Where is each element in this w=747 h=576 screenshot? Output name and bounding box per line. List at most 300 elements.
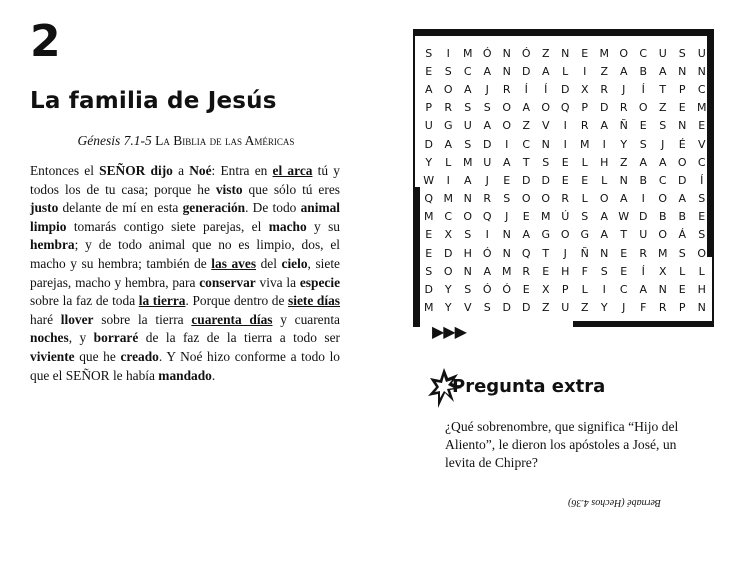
scripture-segment: tomarás contigo siete parejas, el [66, 218, 269, 234]
upside-down-answer: Bernabé (Hechos 4.36) [568, 497, 662, 508]
grid-letter: N [658, 283, 667, 297]
grid-letter: S [425, 46, 433, 60]
grid-letter: J [661, 137, 665, 151]
grid-letter: Ó [502, 283, 512, 297]
keyword: Noé [189, 163, 212, 178]
grid-letter: X [658, 264, 667, 278]
scripture-segment: : Entra en [211, 163, 273, 178]
scripture-segment: que sólo tú eres [242, 181, 340, 197]
grid-letter: R [502, 82, 511, 96]
grid-row [419, 280, 712, 298]
grid-letter: R [619, 101, 628, 115]
grid-letter: U [639, 228, 648, 242]
keyword-underlined: siete días [288, 293, 341, 309]
grid-letter: S [542, 155, 550, 169]
extra-question-text: ¿Qué sobrenombre, que significa “Hijo del Aliento”, le dieron los apóstoles a José, un levita de Chipre? [445, 419, 679, 470]
grid-letter: Y [600, 301, 608, 315]
grid-letter: Ó [521, 46, 531, 60]
scripture-segment: haré [30, 311, 61, 327]
grid-row [419, 226, 712, 244]
keyword: justo [30, 200, 59, 216]
grid-letter: O [677, 155, 687, 169]
grid-letter: S [581, 210, 589, 224]
keyword: animal limpio [30, 200, 341, 234]
grid-letter: E [425, 228, 433, 242]
frame-bottom-bar [573, 321, 714, 327]
grid-letter: R [658, 301, 667, 315]
grid-letter: S [678, 246, 686, 260]
grid-letter: E [698, 210, 706, 224]
grid-letter: I [602, 283, 606, 297]
grid-letter: J [563, 246, 567, 260]
grid-letter: T [542, 246, 550, 260]
grid-letter: I [583, 64, 587, 78]
grid-letter: Z [619, 155, 628, 169]
grid-letter: A [424, 82, 433, 96]
grid-row [419, 171, 712, 189]
grid-letter: O [638, 101, 648, 115]
grid-letter: O [502, 119, 512, 133]
keyword: noches [30, 330, 69, 346]
grid-letter: S [444, 64, 452, 78]
grid-letter: V [541, 119, 550, 133]
grid-row [419, 135, 712, 153]
grid-letter: O [560, 228, 570, 242]
scripture-segment: Entonces el [30, 163, 100, 178]
grid-letter: A [600, 119, 609, 133]
grid-letter: Z [600, 64, 609, 78]
grid-letter: Z [541, 301, 550, 315]
grid-letter: Q [521, 246, 531, 260]
grid-letter: X [444, 228, 453, 242]
grid-letter: E [522, 210, 530, 224]
grid-letter: Ñ [619, 119, 628, 133]
grid-letter: C [658, 173, 667, 187]
arrows-decoration: ▶▶▶ [432, 322, 466, 341]
grid-letter: I [641, 192, 645, 206]
scripture-segment: ; y de todo animal que no es limpio, dos, el macho y su hembra; también de [30, 237, 340, 271]
grid-letter: C [444, 210, 453, 224]
keyword: macho [268, 218, 307, 234]
grid-letter: A [619, 192, 628, 206]
grid-letter: M [424, 210, 434, 224]
grid-letter: H [600, 155, 609, 169]
grid-letter: L [679, 264, 686, 278]
scripture-segment: , siete parejas, macho y hembra, para [30, 255, 340, 290]
grid-letter: C [697, 155, 706, 169]
grid-row [419, 153, 712, 171]
grid-letter: C [697, 82, 706, 96]
grid-letter: E [581, 173, 589, 187]
grid-letter: A [522, 228, 531, 242]
grid-letter: A [502, 155, 511, 169]
keyword: visto [215, 181, 243, 197]
grid-letter: A [541, 64, 550, 78]
grid-letter: J [485, 173, 489, 187]
grid-letter: M [424, 301, 434, 315]
grid-letter: M [463, 46, 473, 60]
grid-letter: J [622, 82, 626, 96]
grid-letter: R [483, 192, 492, 206]
grid-letter: I [602, 137, 606, 151]
grid-letter: G [541, 228, 551, 242]
grid-letter: T [522, 155, 530, 169]
grid-letter: Z [580, 301, 589, 315]
grid-letter: F [640, 301, 647, 315]
scripture-segment: delante de mí en esta [58, 200, 183, 216]
grid-letter: U [697, 46, 706, 60]
grid-letter: D [541, 173, 550, 187]
grid-letter: R [522, 264, 531, 278]
grid-letter: E [425, 246, 433, 260]
grid-letter: Z [522, 119, 531, 133]
grid-letter: C [619, 283, 628, 297]
grid-letter: A [522, 101, 531, 115]
grid-letter: J [485, 82, 489, 96]
grid-letter: V [463, 301, 472, 315]
grid-row [419, 44, 712, 62]
keyword: mandado [158, 367, 212, 383]
grid-letter: N [561, 46, 570, 60]
grid-letter: S [425, 264, 433, 278]
grid-letter: E [620, 246, 628, 260]
grid-letter: L [581, 155, 588, 169]
grid-letter: Í [700, 173, 704, 187]
grid-letter: E [522, 283, 530, 297]
grid-row [419, 299, 712, 317]
grid-letter: D [600, 101, 609, 115]
keyword: cielo [281, 255, 308, 271]
grid-row [419, 99, 712, 117]
grid-letter: L [562, 64, 569, 78]
grid-letter: Ó [482, 246, 492, 260]
scripture-segment: del [256, 255, 282, 271]
grid-letter: R [600, 82, 609, 96]
grid-letter: P [678, 301, 686, 315]
grid-row [419, 190, 712, 208]
keyword: borraré [93, 330, 139, 346]
grid-letter: L [581, 283, 588, 297]
scripture-segment: . Porque dentro de [185, 293, 289, 309]
grid-row [419, 80, 712, 98]
scripture-segment: . De todo [245, 200, 301, 216]
scripture-segment: viva la [255, 274, 300, 290]
grid-row [419, 62, 712, 80]
grid-letter: N [463, 264, 472, 278]
grid-letter: D [678, 173, 687, 187]
grid-letter: Ú [561, 210, 570, 224]
grid-letter: M [443, 192, 453, 206]
grid-letter: A [600, 210, 609, 224]
grid-letter: N [697, 64, 706, 78]
grid-letter: Í [524, 82, 528, 96]
grid-letter: L [581, 192, 588, 206]
grid-letter: H [561, 264, 570, 278]
grid-letter: A [463, 82, 472, 96]
grid-letter: X [541, 283, 550, 297]
grid-letter: N [502, 46, 511, 60]
grid-letter: S [503, 192, 511, 206]
grid-letter: G [580, 228, 590, 242]
grid-letter: D [639, 210, 648, 224]
grid-letter: R [561, 192, 570, 206]
grid-letter: D [522, 64, 531, 78]
grid-letter: U [483, 155, 492, 169]
grid-letter: Í [544, 82, 548, 96]
keyword-underlined: cuarenta días [191, 311, 273, 327]
grid-letter: P [425, 101, 433, 115]
grid-letter: B [639, 64, 648, 78]
grid-letter: L [601, 173, 608, 187]
keyword: SEÑOR [99, 163, 146, 178]
grid-letter: A [678, 192, 687, 206]
keyword-underlined: el arca [272, 163, 313, 178]
keyword: conservar [199, 274, 256, 290]
grid-letter: S [698, 192, 706, 206]
scripture-segment: sobre la faz de toda [30, 293, 139, 309]
grid-letter: D [522, 301, 531, 315]
scripture-segment: de la faz de la tierra a todo ser [138, 330, 340, 346]
grid-letter: T [620, 228, 628, 242]
scripture-segment: . [211, 367, 216, 383]
scripture-reference [30, 133, 342, 149]
grid-letter: S [464, 283, 472, 297]
grid-letter: C [639, 46, 648, 60]
grid-letter: G [443, 119, 453, 133]
grid-letter: N [619, 173, 628, 187]
grid-letter: Í [641, 82, 645, 96]
grid-letter: S [600, 264, 608, 278]
keyword: viviente [30, 348, 75, 364]
grid-letter: S [483, 101, 491, 115]
grid-letter: Á [678, 228, 687, 242]
grid-letter: L [698, 264, 705, 278]
grid-letter: S [678, 46, 686, 60]
grid-letter: A [619, 64, 628, 78]
grid-letter: W [423, 173, 435, 187]
grid-letter: S [464, 137, 472, 151]
scripture-segment: y cuarenta [272, 311, 340, 327]
grid-letter: E [425, 64, 433, 78]
grid-letter: I [505, 137, 509, 151]
grid-letter: E [678, 101, 686, 115]
scripture-segment: sobre la tierra [93, 311, 192, 327]
grid-letter: J [622, 301, 626, 315]
keyword: especie [299, 274, 341, 290]
grid-letter: U [463, 119, 472, 133]
grid-letter: O [697, 246, 707, 260]
grid-letter: I [563, 137, 567, 151]
keyword: hembra [30, 237, 75, 253]
grid-letter: A [658, 155, 667, 169]
grid-letter: L [445, 155, 452, 169]
grid-letter: O [599, 192, 609, 206]
grid-letter: O [658, 228, 668, 242]
grid-letter: W [618, 210, 630, 224]
grid-letter: O [541, 101, 551, 115]
grid-letter: E [542, 264, 550, 278]
grid-letter: Y [444, 283, 452, 297]
grid-letter: D [424, 137, 433, 151]
grid-letter: O [443, 264, 453, 278]
grid-letter: Z [541, 46, 550, 60]
grid-letter: F [581, 264, 588, 278]
grid-letter: M [463, 155, 473, 169]
grid-letter: N [678, 119, 687, 133]
grid-letter: I [446, 173, 450, 187]
grid-letter: M [599, 46, 609, 60]
grid-letter: M [502, 264, 512, 278]
grid-letter: N [678, 64, 687, 78]
keyword: creado [120, 348, 159, 364]
keyword: llover [60, 311, 94, 327]
grid-letter: H [463, 246, 472, 260]
grid-letter: X [580, 82, 589, 96]
grid-letter: A [483, 64, 492, 78]
grid-letter: O [541, 192, 551, 206]
grid-row [419, 208, 712, 226]
grid-letter: U [561, 301, 570, 315]
grid-letter: D [522, 173, 531, 187]
grid-letter: E [561, 155, 569, 169]
grid-letter: S [483, 301, 491, 315]
grid-letter: Q [560, 101, 570, 115]
scripture-segment: , y [68, 330, 94, 346]
grid-letter: I [563, 119, 567, 133]
grid-letter: U [658, 46, 667, 60]
reference-version: La Biblia de las Américas [155, 133, 295, 148]
grid-letter: I [485, 228, 489, 242]
grid-letter: Q [424, 192, 434, 206]
grid-letter: R [444, 101, 453, 115]
grid-letter: B [639, 173, 648, 187]
grid-letter: É [678, 137, 686, 151]
grid-letter: D [424, 283, 433, 297]
grid-letter: N [502, 64, 511, 78]
grid-letter: A [444, 137, 453, 151]
frame-top-bar [413, 29, 714, 36]
keyword: dijo [150, 163, 173, 178]
grid-letter: E [620, 264, 628, 278]
grid-letter: A [463, 173, 472, 187]
grid-letter: E [678, 283, 686, 297]
keyword: generación [182, 200, 246, 216]
grid-letter: T [659, 82, 667, 96]
grid-letter: H [697, 283, 706, 297]
grid-letter: Q [482, 210, 492, 224]
grid-row [419, 244, 712, 262]
scripture-segment: . Y Noé hizo conforme a todo lo que el SEÑOR le había [30, 348, 340, 383]
grid-letter: N [541, 137, 550, 151]
grid-letter: E [561, 173, 569, 187]
grid-letter: D [561, 82, 570, 96]
grid-letter: A [483, 264, 492, 278]
grid-letter: N [463, 192, 472, 206]
grid-letter: O [443, 82, 453, 96]
grid-letter: D [502, 301, 511, 315]
grid-letter: Í [641, 264, 645, 278]
grid-letter: N [502, 228, 511, 242]
grid-letter: N [502, 246, 511, 260]
grid-letter: N [600, 246, 609, 260]
grid-letter: Z [658, 101, 667, 115]
grid-row [419, 117, 712, 135]
chapter-title: La familia de Jesús [30, 88, 277, 114]
grid-letter: S [464, 228, 472, 242]
grid-letter: A [639, 155, 648, 169]
grid-letter: A [639, 283, 648, 297]
reference-book: Génesis 7.1-5 [77, 133, 152, 148]
keyword-underlined: la tierra [138, 293, 186, 309]
grid-letter: S [698, 228, 706, 242]
grid-letter: E [698, 119, 706, 133]
grid-letter: Y [620, 137, 628, 151]
scripture-segment: tú y todos los de tu casa; porque he [30, 163, 341, 197]
grid-letter: M [541, 210, 551, 224]
grid-letter: R [580, 119, 589, 133]
chapter-number: 2 [30, 16, 61, 67]
grid-letter: P [678, 82, 686, 96]
frame-right-line [712, 257, 714, 327]
grid-letter: S [659, 119, 667, 133]
extra-question-title: Pregunta extra [452, 376, 606, 397]
grid-letter: U [424, 119, 433, 133]
grid-letter: Ó [482, 46, 492, 60]
grid-letter: C [522, 137, 531, 151]
grid-letter: E [503, 173, 511, 187]
grid-letter: O [502, 101, 512, 115]
grid-letter: Ñ [580, 246, 589, 260]
grid-letter: E [581, 46, 589, 60]
grid-letter: R [639, 246, 648, 260]
grid-row [419, 262, 712, 280]
grid-letter: D [444, 246, 453, 260]
grid-letter: Ó [482, 283, 492, 297]
grid-letter: S [639, 137, 647, 151]
grid-letter: M [697, 101, 707, 115]
grid-letter: P [561, 283, 569, 297]
grid-letter: I [446, 46, 450, 60]
grid-letter: V [697, 137, 706, 151]
grid-letter: E [639, 119, 647, 133]
grid-letter: B [658, 210, 667, 224]
grid-letter: N [697, 301, 706, 315]
grid-letter: M [658, 246, 668, 260]
grid-letter: Y [444, 301, 452, 315]
scripture-segment: y su [306, 218, 340, 234]
grid-letter: O [619, 46, 629, 60]
grid-letter: D [483, 137, 492, 151]
word-search-grid [419, 44, 712, 317]
grid-letter: P [581, 101, 589, 115]
scripture-segment: a [172, 163, 190, 178]
keyword-underlined: las aves [211, 255, 257, 271]
grid-letter: A [658, 64, 667, 78]
grid-letter: J [505, 210, 509, 224]
grid-letter: S [464, 101, 472, 115]
grid-letter: O [658, 192, 668, 206]
grid-letter: C [463, 64, 472, 78]
grid-letter: O [521, 192, 531, 206]
grid-letter: A [600, 228, 609, 242]
grid-letter: M [580, 137, 590, 151]
grid-letter: O [463, 210, 473, 224]
grid-letter: B [678, 210, 687, 224]
scripture-segment: que he [74, 348, 121, 364]
grid-letter: A [483, 119, 492, 133]
scripture-text [30, 162, 340, 385]
grid-letter: Y [425, 155, 433, 169]
